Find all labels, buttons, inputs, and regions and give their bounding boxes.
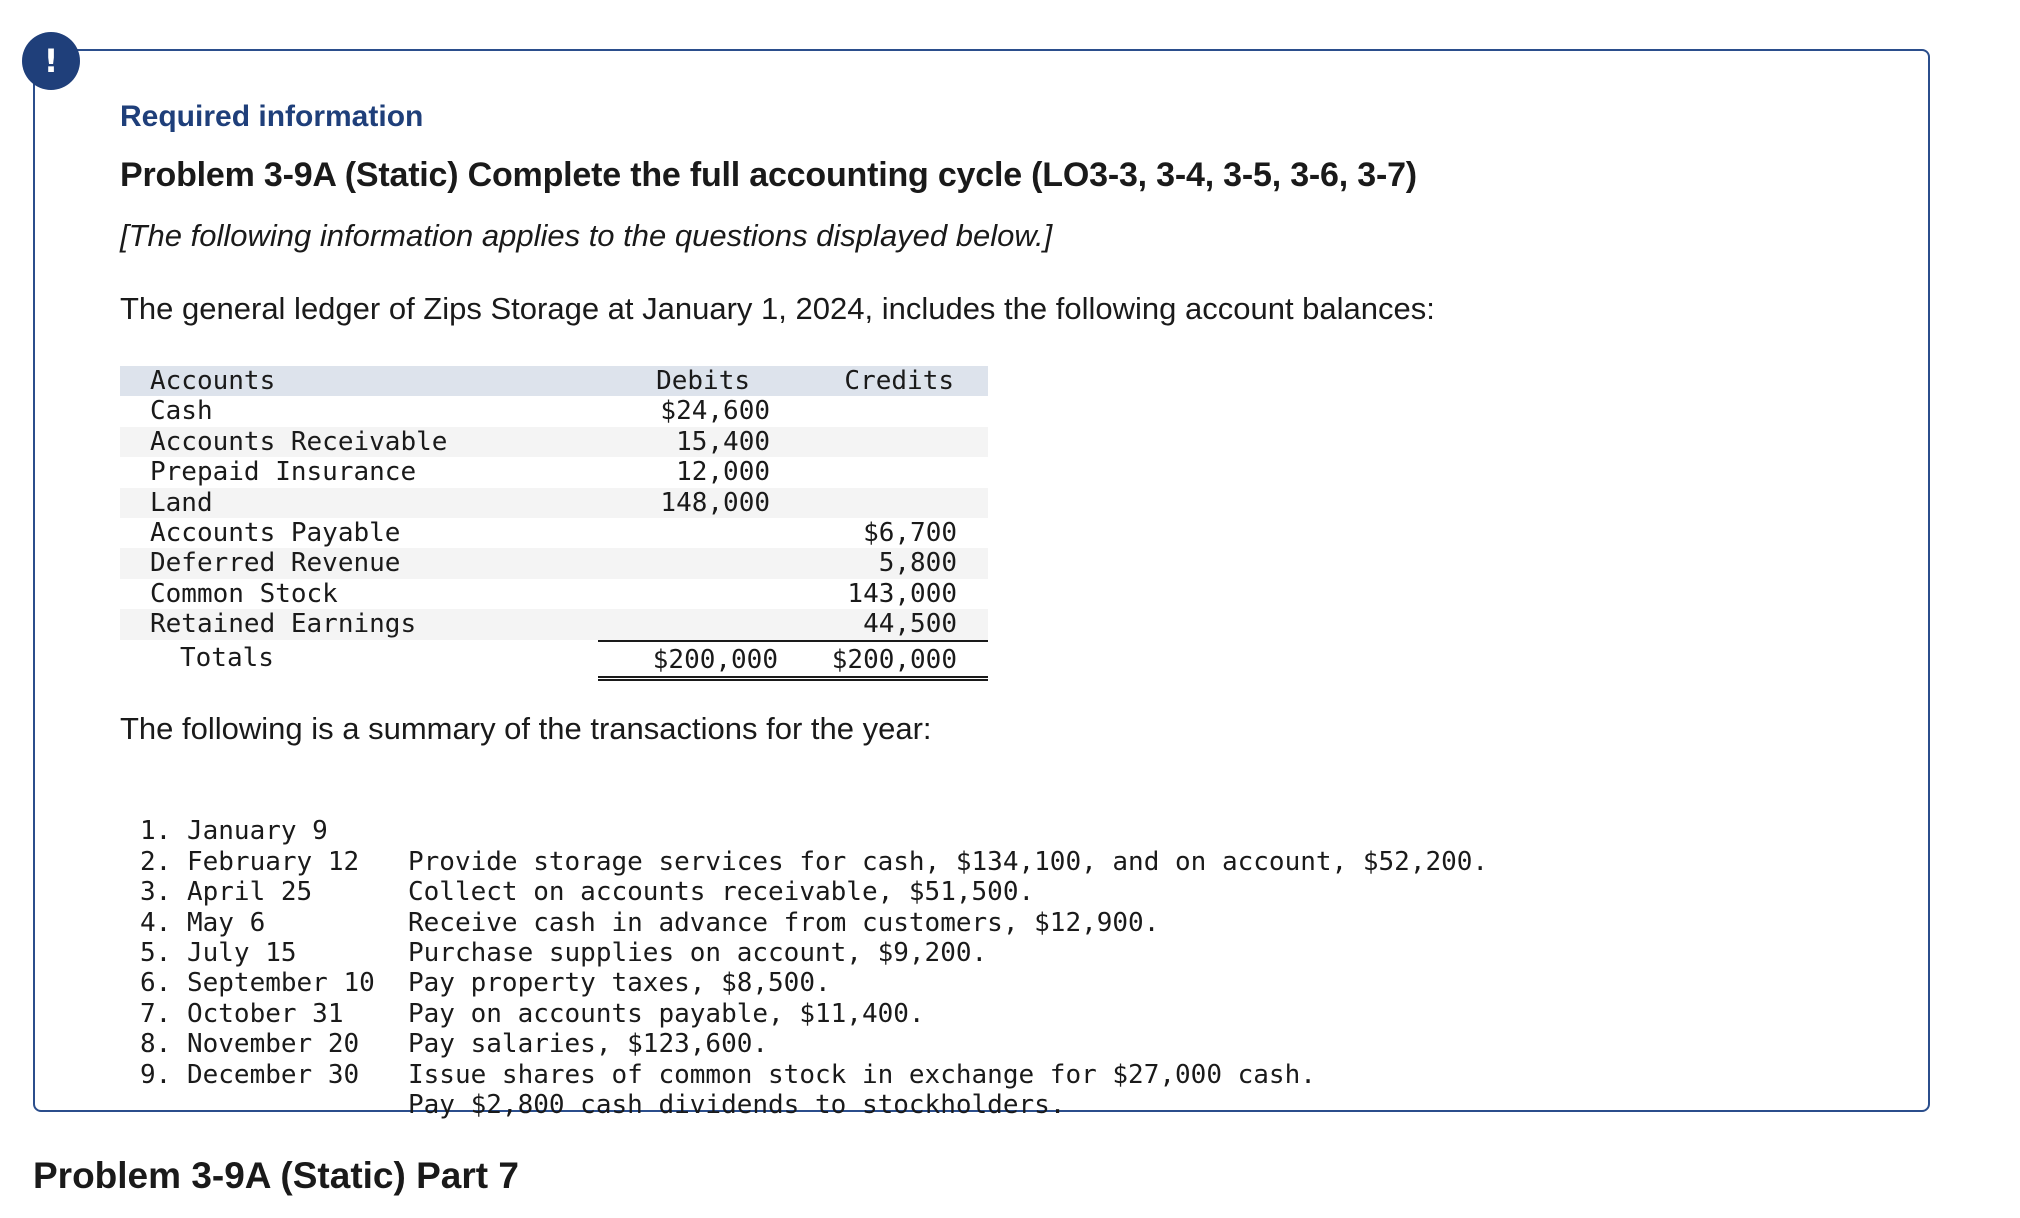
problem-title: Problem 3-9A (Static) Complete the full accounting cycle (LO3-3, 3-4, 3-5, 3-6, 3-7) [120, 156, 1417, 194]
part-title: Problem 3-9A (Static) Part 7 [33, 1155, 519, 1196]
accounts-header: Accounts [150, 366, 276, 396]
required-info-heading: Required information [120, 100, 424, 133]
account-name: Accounts Receivable [150, 426, 448, 457]
account-name: Common Stock [150, 578, 338, 609]
transaction-date: 6. September 10 [140, 968, 375, 999]
ledger-row [120, 457, 988, 487]
credits-header: Credits [844, 366, 954, 396]
ledger-table [120, 366, 988, 676]
debit-value: 148,000 [660, 487, 770, 518]
debit-value: 12,000 [676, 457, 770, 488]
debit-value: $24,600 [660, 396, 770, 427]
ledger-row [120, 518, 988, 548]
transaction-description: Pay property taxes, $8,500. [408, 968, 831, 999]
account-name: Land [150, 487, 213, 518]
ledger-row [120, 579, 988, 609]
transaction-description: Pay $2,800 cash dividends to stockholders. [408, 1089, 1066, 1120]
transaction-date: 7. October 31 [140, 998, 344, 1029]
ledger-row [120, 488, 988, 518]
transaction-date: 8. November 20 [140, 1029, 360, 1060]
ledger-intro: The general ledger of Zips Storage at January 1, 2024, includes the following account balances: [120, 291, 1435, 326]
ledger-row [120, 609, 988, 639]
ledger-row [120, 548, 988, 578]
credit-value: 44,500 [863, 609, 957, 640]
ledger-row [120, 396, 988, 426]
account-name: Prepaid Insurance [150, 457, 417, 488]
credit-value: $6,700 [863, 517, 957, 548]
transaction-date: 5. July 15 [140, 937, 297, 968]
ledger-header-row [120, 366, 988, 396]
transaction-date: 2. February 12 [140, 846, 360, 877]
account-name: Retained Earnings [150, 609, 417, 640]
alert-icon: ! [22, 32, 80, 90]
transaction-description: Provide storage services for cash, $134,100, and on account, $52,200. [408, 846, 1489, 877]
debit-total-cell [598, 640, 788, 681]
transaction-date: 9. December 30 [140, 1059, 360, 1090]
credit-value: 5,800 [878, 548, 957, 579]
transactions-intro: The following is a summary of the transactions for the year: [120, 711, 932, 746]
transaction-date: 4. May 6 [140, 907, 266, 938]
account-name: Accounts Payable [150, 517, 401, 548]
transaction-description: Issue shares of common stock in exchange for $27,000 cash. [408, 1059, 1316, 1090]
account-name: Cash [150, 396, 213, 427]
debit-value: 15,400 [676, 426, 770, 457]
transaction-description: Collect on accounts receivable, $51,500. [408, 877, 1035, 908]
credit-total-cell [788, 640, 988, 681]
credit-value: 143,000 [847, 578, 957, 609]
account-name: Deferred Revenue [150, 548, 401, 579]
credit-total: $200,000 [831, 644, 957, 675]
ledger-totals-row [120, 640, 988, 676]
debits-header: Debits [656, 366, 750, 396]
totals-label: Totals [180, 642, 274, 673]
transactions-list [140, 786, 1489, 1120]
transaction-date: 1. January 9 [140, 816, 328, 847]
debit-total: $200,000 [652, 644, 778, 675]
applies-note: [The following information applies to the questions displayed below.] [120, 218, 1053, 253]
transaction-description: Pay salaries, $123,600. [408, 1029, 769, 1060]
transaction-date: 3. April 25 [140, 877, 313, 908]
transaction-description: Pay on accounts payable, $11,400. [408, 998, 925, 1029]
transaction-description: Receive cash in advance from customers, $12,900. [408, 907, 1160, 938]
transaction-description: Purchase supplies on account, $9,200. [408, 937, 988, 968]
ledger-row [120, 427, 988, 457]
